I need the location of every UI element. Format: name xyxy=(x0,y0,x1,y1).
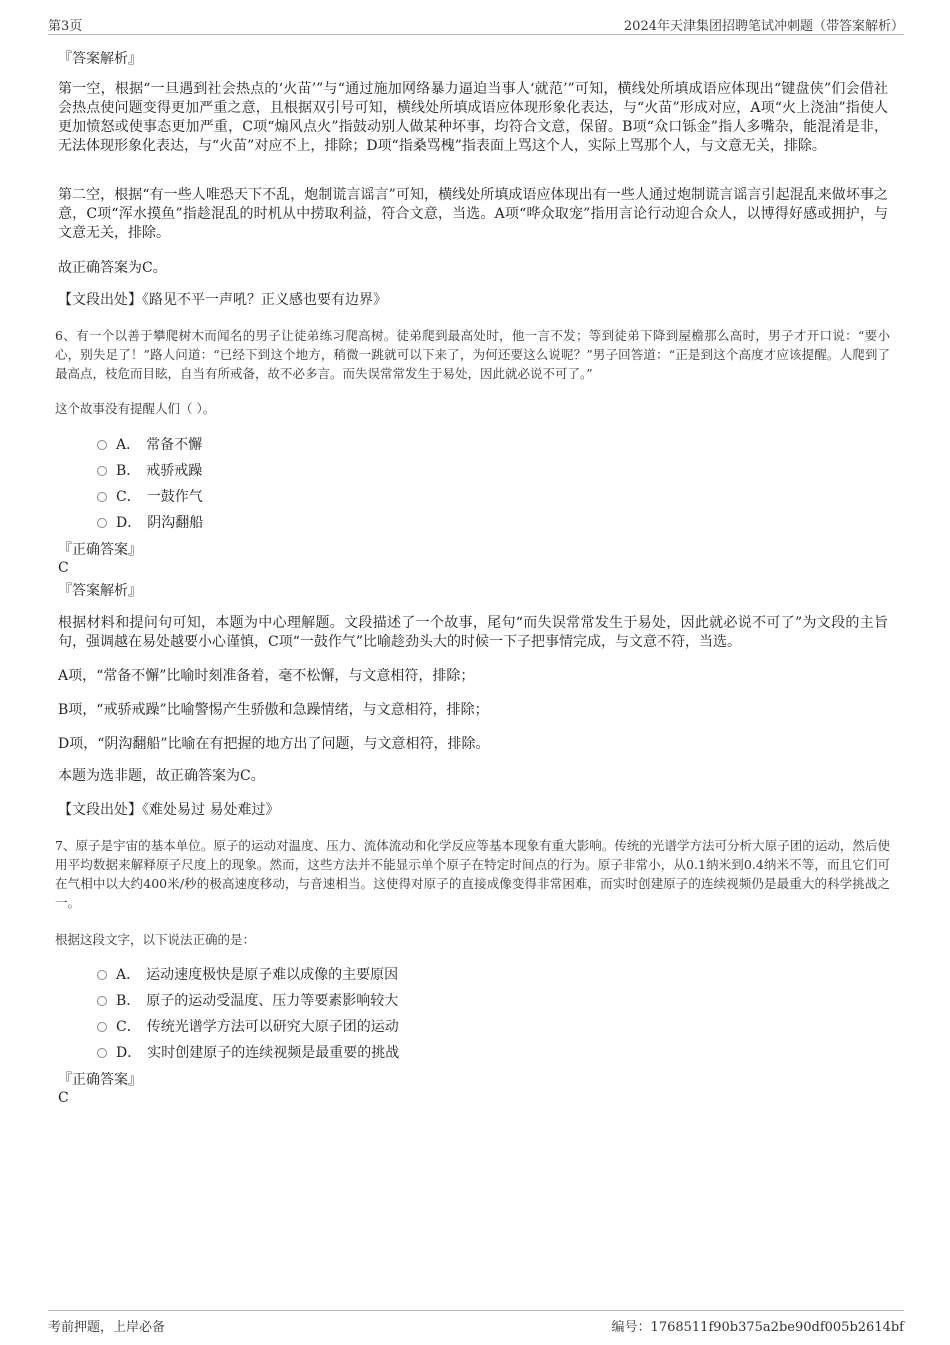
radio-icon[interactable] xyxy=(97,996,107,1006)
q5-source: 【文段出处】《路见不平一声吼？正义感也要有边界》 xyxy=(58,292,387,308)
q6-conclusion: 本题为选非题，故正确答案为C。 xyxy=(58,768,265,784)
q7-answer: C xyxy=(58,1090,69,1106)
page-number: 第3页 xyxy=(48,19,83,34)
radio-icon[interactable] xyxy=(97,1022,107,1032)
radio-icon[interactable] xyxy=(97,518,107,528)
q6-answer: C xyxy=(58,560,69,576)
q5-analysis-para1: 第一空，根据“一旦遇到社会热点的‘火苗’”与“通过施加网络暴力逼迫当事人‘就范’”可知，横线处所填成语应体现出“键盘侠”们会借社会热点使问题变得更加严重之意，且根据双引号可知，横线处所填成语应体现形象化表达，与“火苗”形成对应，A项“火上浇油”指使人更加愤怒或使事态更加严重，C项“煽风点火”指鼓动别人做某种坏事，均符合文意，保留。B项“众口铄金”指人多嘴杂，能混淆是非，无法体现形象化表达，与“火苗”对应不上，排除；D项“指桑骂槐”指表面上骂这个人，实际上骂那个人，与文意无关，排除。 xyxy=(58,81,888,154)
document-serial: 编号：1768511f90b375a2be90df005b2614bf xyxy=(611,1320,904,1335)
q6-option-b[interactable] xyxy=(97,462,202,480)
option-text: 戒骄戒躁 xyxy=(146,463,203,479)
option-key: A． xyxy=(116,437,141,453)
option-key: B． xyxy=(116,463,141,479)
q6-option-a[interactable] xyxy=(97,436,202,454)
q6-analysis-d: D项，“阴沟翻船”比喻在有把握的地方出了问题，与文意相符，排除。 xyxy=(58,736,490,752)
q6-option-c[interactable] xyxy=(97,488,203,506)
option-text: 运动速度极快是原子难以成像的主要原因 xyxy=(146,967,399,983)
option-text: 阴沟翻船 xyxy=(147,515,204,531)
document-title: 2024年天津集团招聘笔试冲刺题（带答案解析） xyxy=(623,19,904,34)
q6-question: 这个故事没有提醒人们（ ）。 xyxy=(55,401,216,416)
option-text: 常备不懈 xyxy=(146,437,203,453)
q7-option-d[interactable] xyxy=(97,1044,399,1062)
option-text: 一鼓作气 xyxy=(146,489,203,505)
footer-slogan: 考前押题，上岸必备 xyxy=(48,1320,166,1335)
q6-answer-title: 『正确答案』 xyxy=(58,542,142,558)
radio-icon[interactable] xyxy=(97,492,107,502)
option-key: C． xyxy=(116,489,141,505)
q7-option-a[interactable] xyxy=(97,966,398,984)
page-footer xyxy=(48,1310,904,1335)
q6-analysis-a: A项，“常备不懈”比喻时刻准备着，毫不松懈，与文意相符，排除； xyxy=(58,668,475,684)
radio-icon[interactable] xyxy=(97,440,107,450)
q6-source: 【文段出处】《难处易过 易处难过》 xyxy=(58,802,280,818)
q7-question: 根据这段文字，以下说法正确的是： xyxy=(55,932,256,947)
option-key: B． xyxy=(116,993,141,1009)
q6-analysis-main: 根据材料和提问句可知，本题为中心理解题。文段描述了一个故事，尾句“而失误常常发生于易处，因此就必说不可了”为文段的主旨句，强调越在易处越要小心谨慎，C项“一鼓作气”比喻趁劲头大的时候一下子把事情完成，与文意不符，当选。 xyxy=(58,615,888,650)
page-header xyxy=(48,12,904,35)
option-text: 传统光谱学方法可以研究大原子团的运动 xyxy=(146,1019,399,1035)
q6-analysis-title: 『答案解析』 xyxy=(58,583,142,599)
radio-icon[interactable] xyxy=(97,970,107,980)
radio-icon[interactable] xyxy=(97,466,107,476)
option-key: D． xyxy=(116,1045,142,1061)
q7-answer-title: 『正确答案』 xyxy=(58,1072,142,1088)
option-key: D． xyxy=(116,515,142,531)
option-key: A． xyxy=(116,967,141,983)
option-text: 实时创建原子的连续视频是最重要的挑战 xyxy=(147,1045,400,1061)
option-text: 原子的运动受温度、压力等要素影响较大 xyxy=(146,993,399,1009)
q6-stem: 6、有一个以善于攀爬树木而闻名的男子让徒弟练习爬高树。徒弟爬到最高处时，他一言不发；等到徒弟下降到屋檐那么高时，男子才开口说：“要小心，别失足了！”路人问道：“已经下到这个地方，稍微一跳就可以下来了，为何还要这么说呢？”男子回答道：“正是到这个高度才应该提醒。人爬到了最高点，枝危而目眩，自当有所戒备，故不必多言。而失误常常发生于易处，因此就必说不可了。” xyxy=(55,328,890,381)
q5-analysis-title: 『答案解析』 xyxy=(58,51,142,67)
radio-icon[interactable] xyxy=(97,1048,107,1058)
q7-option-c[interactable] xyxy=(97,1018,399,1036)
q6-option-d[interactable] xyxy=(97,514,203,532)
option-key: C． xyxy=(116,1019,141,1035)
q5-conclusion: 故正确答案为C。 xyxy=(58,260,167,276)
q7-stem: 7、原子是宇宙的基本单位。原子的运动对温度、压力、流体流动和化学反应等基本现象有重大影响。传统的光谱学方法可分析大原子团的运动，然后使用平均数据来解释原子尺度上的现象。然而，这些方法并不能显示单个原子在特定时间点的行为。原子非常小，从0.1纳米到0.4纳米不等，而且它们可在气相中以大约400米/秒的极高速度移动，与音速相当。这使得对原子的直接成像变得非常困难，而实时创建原子的连续视频仍是最重大的科学挑战之一。 xyxy=(55,838,890,910)
q7-option-b[interactable] xyxy=(97,992,398,1010)
q5-analysis-para2: 第二空，根据“有一些人唯恐天下不乱，炮制谎言谣言”可知，横线处所填成语应体现出有一些人通过炮制谎言谣言引起混乱来做坏事之意，C项“浑水摸鱼”指趁混乱的时机从中捞取利益，符合文意，当选。A项“哗众取宠”指用言论行动迎合众人，以博得好感或拥护，与文意无关，排除。 xyxy=(58,187,888,241)
q6-analysis-b: B项，“戒骄戒躁”比喻警惕产生骄傲和急躁情绪，与文意相符，排除； xyxy=(58,702,489,718)
